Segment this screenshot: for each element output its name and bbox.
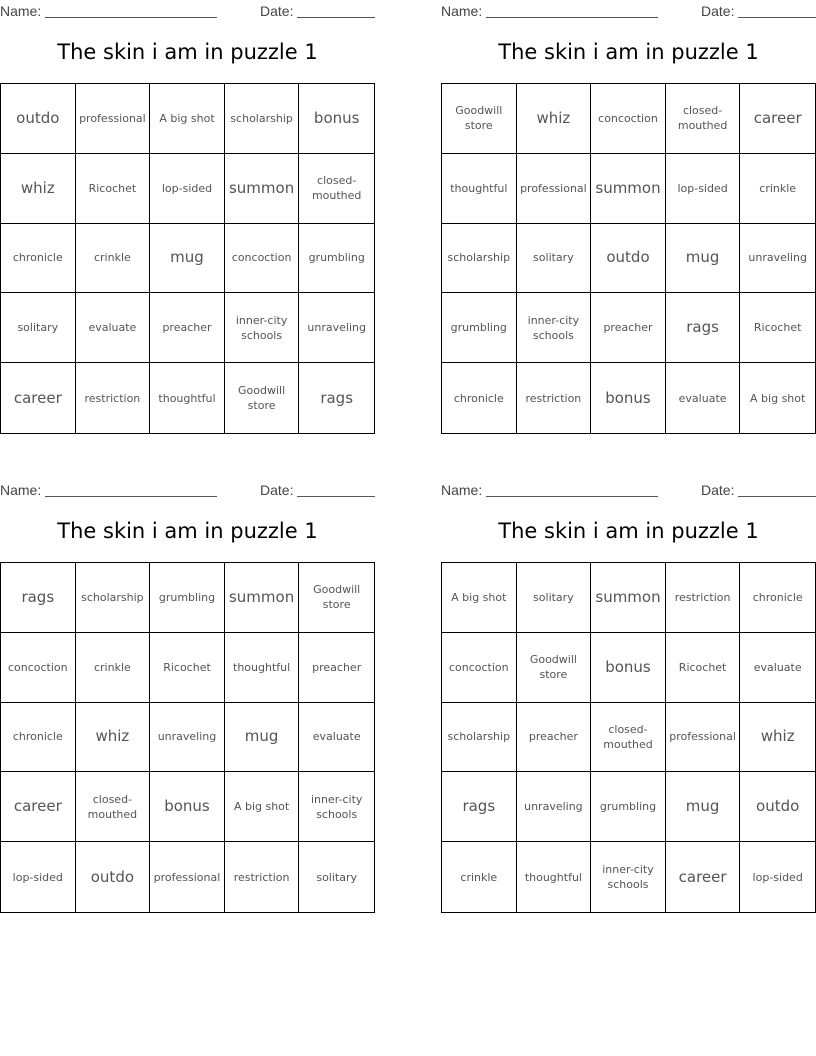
card-title: The skin i am in puzzle 1 [498, 519, 759, 543]
date-blank-line[interactable] [297, 3, 375, 18]
bingo-cell[interactable]: evaluate [76, 293, 151, 363]
bingo-cell[interactable]: professional [517, 154, 592, 224]
bingo-cell[interactable]: closed-mouthed [591, 703, 666, 773]
bingo-cell[interactable]: whiz [517, 84, 592, 154]
date-blank-line[interactable] [738, 3, 816, 18]
bingo-cell[interactable]: whiz [1, 154, 76, 224]
bingo-cell[interactable]: concoction [225, 224, 300, 294]
bingo-cell[interactable]: inner-city schools [517, 293, 592, 363]
bingo-cell[interactable]: restriction [517, 363, 592, 433]
bingo-cell[interactable]: summon [591, 154, 666, 224]
bingo-cell[interactable]: crinkle [76, 633, 151, 703]
bingo-cell[interactable]: mug [150, 224, 225, 294]
bingo-cell[interactable]: grumbling [442, 293, 517, 363]
bingo-cell[interactable]: Ricochet [150, 633, 225, 703]
bingo-cell[interactable]: thoughtful [442, 154, 517, 224]
date-blank-line[interactable] [297, 482, 375, 497]
bingo-cell[interactable]: rags [1, 563, 76, 633]
bingo-cell[interactable]: solitary [517, 563, 592, 633]
card-title: The skin i am in puzzle 1 [498, 40, 759, 64]
card-header [0, 0, 380, 22]
bingo-cell[interactable]: mug [225, 703, 300, 773]
bingo-cell[interactable]: whiz [76, 703, 151, 773]
bingo-cell[interactable]: inner-city schools [225, 293, 300, 363]
bingo-cell[interactable]: career [740, 84, 815, 154]
bingo-cell[interactable]: scholarship [442, 703, 517, 773]
bingo-cell[interactable]: grumbling [299, 224, 374, 294]
bingo-cell[interactable]: restriction [666, 563, 741, 633]
date-label: Date: [701, 3, 735, 19]
bingo-cell[interactable]: mug [666, 224, 741, 294]
bingo-grid [441, 83, 816, 434]
bingo-cell[interactable]: preacher [150, 293, 225, 363]
name-blank-line[interactable] [486, 482, 658, 497]
bingo-cell[interactable]: thoughtful [517, 842, 592, 912]
bingo-cell[interactable]: A big shot [750, 391, 806, 405]
bingo-cell[interactable]: whiz [740, 703, 815, 773]
bingo-cell[interactable]: bonus [591, 633, 666, 703]
bingo-cell[interactable]: grumbling [591, 772, 666, 842]
bingo-cell[interactable]: Goodwill store [225, 363, 300, 433]
bingo-cell[interactable]: restriction [225, 842, 300, 912]
bingo-cell[interactable]: restriction [76, 363, 151, 433]
bingo-cell[interactable]: Goodwill store [517, 633, 592, 703]
bingo-cell[interactable]: crinkle [740, 154, 815, 224]
bingo-grid [0, 562, 375, 913]
bingo-cell[interactable]: career [1, 363, 76, 433]
bingo-cell[interactable]: career [666, 842, 741, 912]
bingo-cell[interactable]: Ricochet [76, 154, 151, 224]
bingo-cell[interactable]: crinkle [442, 842, 517, 912]
date-label: Date: [701, 482, 735, 498]
bingo-cell[interactable]: outdo [740, 772, 815, 842]
bingo-cell[interactable]: evaluate [299, 703, 374, 773]
bingo-cell[interactable]: bonus [591, 363, 666, 433]
bingo-cell[interactable]: scholarship [442, 224, 517, 294]
bingo-cell[interactable]: Goodwill store [442, 84, 517, 154]
bingo-cell[interactable]: unraveling [517, 772, 592, 842]
bingo-cell[interactable]: preacher [299, 633, 374, 703]
name-label: Name: [0, 482, 42, 498]
bingo-cell[interactable]: preacher [517, 703, 592, 773]
bingo-cell[interactable]: scholarship [225, 84, 300, 154]
date-label: Date: [260, 3, 294, 19]
bingo-cell[interactable]: inner-city schools [591, 842, 666, 912]
date-field[interactable] [260, 3, 375, 19]
bingo-grid [0, 83, 375, 434]
bingo-cell[interactable]: concoction [591, 84, 666, 154]
bingo-cell[interactable]: lop-sided [666, 154, 741, 224]
bingo-cell[interactable]: rags [442, 772, 517, 842]
date-blank-line[interactable] [738, 482, 816, 497]
card-header [441, 0, 816, 22]
bingo-cell[interactable]: closed-mouthed [666, 84, 741, 154]
bingo-cell[interactable]: inner-city schools [299, 772, 374, 842]
name-field[interactable] [0, 3, 217, 19]
name-field[interactable] [441, 3, 658, 19]
bingo-cell[interactable]: chronicle [1, 703, 76, 773]
bingo-cell[interactable]: outdo [76, 842, 151, 912]
name-field[interactable] [441, 482, 658, 498]
bingo-cell[interactable]: professional [76, 84, 151, 154]
bingo-cell[interactable]: A big shot [442, 563, 517, 633]
bingo-cell[interactable]: solitary [517, 224, 592, 294]
bingo-cell[interactable]: solitary [316, 870, 358, 884]
bingo-cell[interactable]: rags [666, 293, 741, 363]
bingo-cell[interactable]: solitary [1, 293, 76, 363]
bingo-cell[interactable]: crinkle [76, 224, 151, 294]
bingo-cell[interactable]: mug [666, 772, 741, 842]
bingo-cell[interactable]: rags [320, 388, 354, 407]
bingo-cell[interactable]: concoction [442, 633, 517, 703]
bingo-cell[interactable]: Ricochet [740, 293, 815, 363]
bingo-cell[interactable]: evaluate [666, 363, 741, 433]
bingo-cell[interactable]: evaluate [740, 633, 815, 703]
bingo-cell[interactable]: summon [225, 154, 300, 224]
bingo-cell[interactable]: closed-mouthed [76, 772, 151, 842]
bingo-cell[interactable]: outdo [1, 84, 76, 154]
bingo-cell[interactable]: summon [591, 563, 666, 633]
card-title: The skin i am in puzzle 1 [57, 40, 318, 64]
bingo-cell[interactable]: A big shot [225, 772, 300, 842]
bingo-cell[interactable]: scholarship [76, 563, 151, 633]
bingo-cell[interactable]: Goodwill store [299, 563, 374, 633]
bingo-cell[interactable]: professional [150, 842, 225, 912]
bingo-cell[interactable]: chronicle [442, 363, 517, 433]
name-label: Name: [441, 482, 483, 498]
bingo-cell[interactable]: unraveling [740, 224, 815, 294]
bingo-cell[interactable]: chronicle [740, 563, 815, 633]
bingo-cell[interactable]: unraveling [299, 293, 374, 363]
bingo-cell[interactable]: summon [225, 563, 300, 633]
card-header [0, 479, 380, 501]
name-blank-line[interactable] [45, 3, 217, 18]
bingo-cell[interactable]: thoughtful [225, 633, 300, 703]
name-field[interactable] [0, 482, 217, 498]
bingo-cell[interactable]: bonus [299, 84, 374, 154]
bingo-cell[interactable]: career [1, 772, 76, 842]
bingo-cell[interactable]: chronicle [1, 224, 76, 294]
bingo-cell[interactable]: closed-mouthed [299, 154, 374, 224]
date-field[interactable] [701, 482, 816, 498]
name-label: Name: [441, 3, 483, 19]
bingo-cell[interactable]: lop-sided [1, 842, 76, 912]
date-field[interactable] [701, 3, 816, 19]
card-header [441, 479, 816, 501]
bingo-cell[interactable]: unraveling [150, 703, 225, 773]
bingo-cell[interactable]: Ricochet [666, 633, 741, 703]
bingo-cell[interactable]: thoughtful [150, 363, 225, 433]
bingo-cell[interactable]: lop-sided [150, 154, 225, 224]
date-label: Date: [260, 482, 294, 498]
bingo-grid [441, 562, 816, 913]
bingo-cell[interactable]: outdo [591, 224, 666, 294]
bingo-cell[interactable]: preacher [591, 293, 666, 363]
name-label: Name: [0, 3, 42, 19]
bingo-cell[interactable]: lop-sided [752, 870, 803, 884]
name-blank-line[interactable] [45, 482, 217, 497]
bingo-cell[interactable]: bonus [150, 772, 225, 842]
date-field[interactable] [260, 482, 375, 498]
card-title: The skin i am in puzzle 1 [57, 519, 318, 543]
name-blank-line[interactable] [486, 3, 658, 18]
bingo-cell[interactable]: grumbling [150, 563, 225, 633]
bingo-cell[interactable]: A big shot [150, 84, 225, 154]
bingo-cell[interactable]: concoction [1, 633, 76, 703]
bingo-cell[interactable]: professional [666, 703, 741, 773]
